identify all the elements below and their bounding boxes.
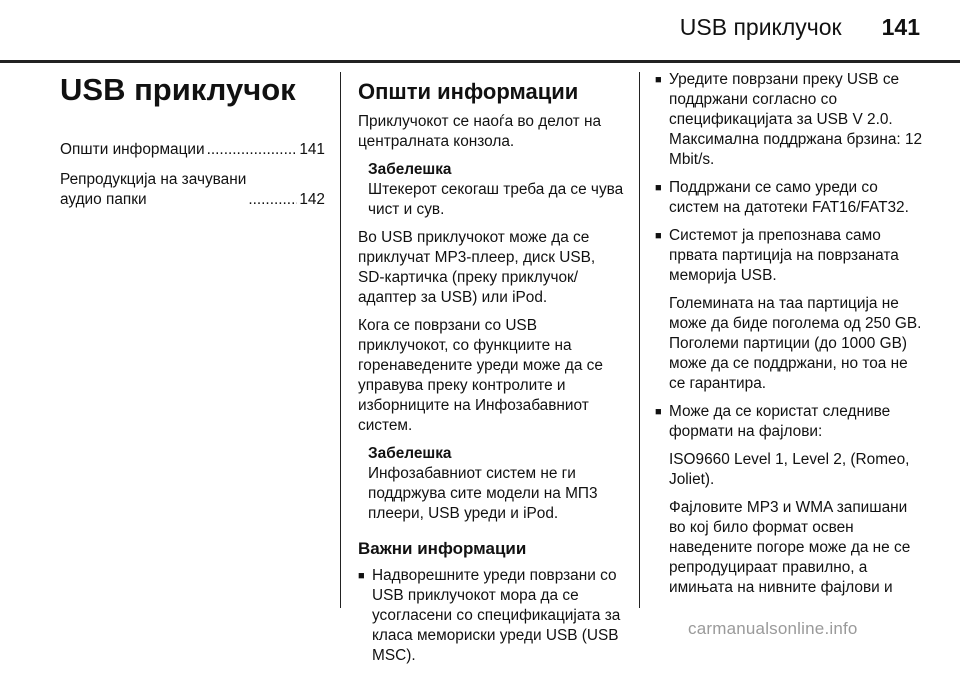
- watermark-text: carmanualsonline.info: [688, 619, 858, 638]
- section-title: Општи информации: [358, 79, 579, 104]
- column-general-info: [358, 70, 624, 674]
- toc-item-label: Општи информации: [60, 141, 205, 158]
- header-title: USB приклучок: [679, 14, 842, 40]
- bullet-item: [655, 402, 927, 598]
- column-divider-right: [639, 72, 640, 608]
- bullet-body: [669, 226, 927, 394]
- toc-item[interactable]: [60, 140, 325, 160]
- toc-item-page: 141: [299, 141, 325, 158]
- note-text: Штекерот секогаш треба да се чува чист и сув.: [368, 181, 624, 218]
- bullet-square-icon: ■: [655, 230, 662, 242]
- column-important-info: [655, 70, 927, 606]
- toc-item-label: Репродукција на зачувани аудио папки: [60, 171, 247, 208]
- page-header: [680, 14, 920, 41]
- column-divider-left: [340, 72, 341, 608]
- chapter-title: USB приклучок: [60, 72, 296, 107]
- bullet-body: [669, 402, 927, 598]
- bullet-item: [655, 70, 927, 170]
- bullet-square-icon: ■: [655, 406, 662, 418]
- bullet-text: Може да се користат следниве формати на фајлови:: [669, 403, 891, 440]
- paragraph: Кога се поврзани со USB приклучокот, со функциите на горенаведените уреди може да се управува преку контролите и изборниците на Инфозабавниот систем.: [358, 317, 603, 434]
- note-title: Забелешка: [368, 445, 452, 462]
- header-rule: [0, 60, 960, 63]
- toc-leader-dots: [248, 190, 297, 210]
- bullet-text: ISO9660 Level 1, Level 2, (Romeo, Joliet).: [669, 451, 910, 488]
- bullet-text: Надворешните уреди поврзани со USB приклучокот мора да се усогласени со спецификацијата за класа мемориски уреди USB (USB MSC).: [372, 567, 621, 664]
- bullet-item: [358, 566, 624, 666]
- bullet-text: Системот ја препознава само првата партиција на поврзаната меморија USB.: [669, 227, 899, 284]
- bullet-text: Големината на таа партиција не може да биде поголема од 250 GB. Поголеми партиции (до 1000 GB) може да се поддржани, но тоа не се гарантира.: [669, 295, 922, 392]
- bullet-square-icon: ■: [655, 182, 662, 194]
- toc-leader-dots: [207, 140, 298, 160]
- header-page-number: 141: [881, 14, 920, 40]
- note-box: [368, 160, 624, 220]
- toc-item-page: 142: [299, 191, 325, 208]
- bullet-text: Поддржани се само уреди со систем на датотеки FAT16/FAT32.: [669, 179, 909, 216]
- paragraph: Во USB приклучокот може да се приклучат MP3-плеер, диск USB, SD-картичка (преку приклучок/адаптер за USB) или iPod.: [358, 229, 596, 306]
- note-text: Инфозабавниот систем не ги поддржува сите модели на МП3 плеери, USB уреди и iPod.: [368, 465, 598, 522]
- bullet-item: [655, 178, 927, 218]
- bullet-square-icon: ■: [358, 570, 365, 582]
- note-title: Забелешка: [368, 161, 452, 178]
- column-toc: [60, 70, 325, 220]
- toc-item[interactable]: [60, 170, 325, 210]
- bullet-text: Фајловите MP3 и WMA запишани во кој било формат освен наведените погоре може да не се репродуцираат правилно, а имињата на нивните фајлови и: [669, 499, 911, 596]
- bullet-text: Уредите поврзани преку USB се поддржани согласно со спецификацијата за USB V 2.0. Максимална поддржана брзина: 12 Mbit/s.: [669, 71, 923, 168]
- bullet-square-icon: ■: [655, 74, 662, 86]
- bullet-item: [655, 226, 927, 394]
- note-box: [368, 444, 624, 524]
- intro-paragraph: Приклучокот се наоѓа во делот на централната конзола.: [358, 113, 602, 150]
- subsection-title: Важни информации: [358, 539, 527, 558]
